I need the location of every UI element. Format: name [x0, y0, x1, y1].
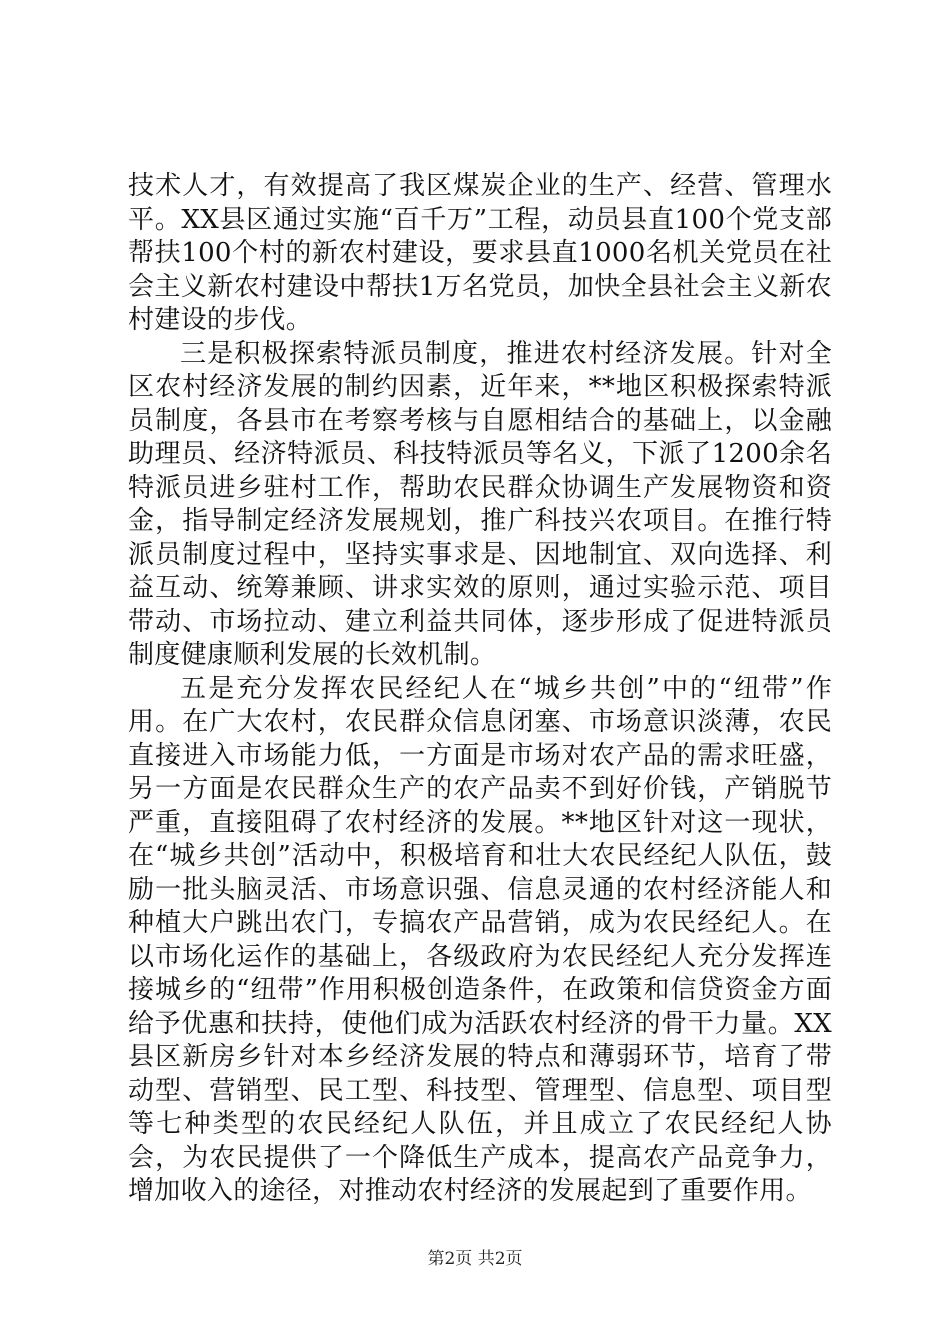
paragraph-special-envoy-system: 三是积极探索特派员制度，推进农村经济发展。针对全区农村经济发展的制约因素，近年来，**地区积极探索特派员制度，各县市在考察考核与自愿相结合的基础上，以金融助理员、经济特派员、科技特派员等名义，下派了1200余名特派员进乡驻村工作，帮助农民群众协调生产发展物资和资金，指导制定经济发展规划，推广科技兴农项目。在推行特派员制度过程中，坚持实事求是、因地制宜、双向选择、利益互动、统筹兼顾、讲求实效的原则，通过实验示范、项目带动、市场拉动、建立利益共同体，逐步形成了促进特派员制度健康顺利发展的长效机制。	[128, 338, 832, 670]
document-body	[128, 170, 832, 1209]
paragraph-farmer-brokers: 五是充分发挥农民经纪人在“城乡共创”中的“纽带”作用。在广大农村，农民群众信息闭塞、市场意识淡薄，农民直接进入市场能力低，一方面是市场对农产品的需求旺盛，另一方面是农民群众生产的农产品卖不到好价钱，产销脱节严重，直接阻碍了农村经济的发展。**地区针对这一现状，在“城乡共创”活动中，积极培育和壮大农民经纪人队伍，鼓励一批头脑灵活、市场意识强、信息灵通的农村经济能人和种植大户跳出农门，专搞农产品营销，成为农民经纪人。在以市场化运作的基础上，各级政府为农民经纪人充分发挥连接城乡的“纽带”作用积极创造条件，在政策和信贷资金方面给予优惠和扶持，使他们成为活跃农村经济的骨干力量。XX县区新房乡针对本乡经济发展的特点和薄弱环节，培育了带动型、营销型、民工型、科技型、管理型、信息型、项目型等七种类型的农民经纪人队伍，并且成立了农民经纪人协会，为农民提供了一个降低生产成本，提高农产品竞争力，增加收入的途径，对推动农村经济的发展起到了重要作用。	[128, 673, 832, 1206]
paragraph-continuation: 技术人才，有效提高了我区煤炭企业的生产、经营、管理水平。XX县区通过实施“百千万”工程，动员县直100个党支部帮扶100个村的新农村建设，要求县直1000名机关党员在社会主义新农村建设中帮扶1万名党员，加快全县社会主义新农村建设的步伐。	[128, 171, 832, 335]
page-number-footer: 第2页 共2页	[427, 1249, 523, 1269]
